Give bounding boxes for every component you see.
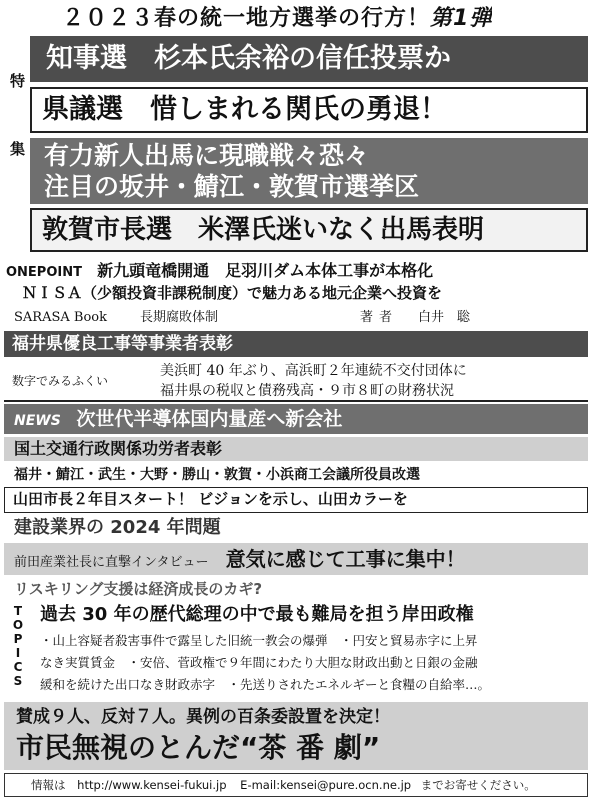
numbers-line1: 美浜町 40 年ぶり、高浜町２年連続不交付団体に (160, 363, 467, 379)
tsuruga-mayor-banner[interactable] (30, 208, 588, 252)
footer-info (4, 773, 588, 797)
numbers-line2: 福井県の税収と債務残高・９市８町の財務状況 (160, 383, 454, 399)
new-candidates-line2: 注目の坂井・鯖江・敦賀市選挙区 (44, 172, 420, 201)
special-issue: 第1弾 (430, 6, 493, 31)
special-headline[interactable] (62, 4, 492, 34)
topics-headline[interactable] (40, 602, 588, 628)
construction-2024-row[interactable] (14, 515, 588, 541)
yamada-mayor-text: 山田市長２年目スタート！ ビジョンを示し、山田カラーを (13, 490, 408, 508)
onepoint-row[interactable] (6, 260, 588, 282)
topics-line2: なき実質賃金 ・安倍、菅政権で９年間にわたり大胆な財政出動と日銀の金融 (40, 655, 478, 670)
interview-lead: 前田産業社長に直撃インタビュー (14, 555, 209, 570)
footer-info-label: 情報は (31, 778, 66, 792)
construction-2024-text: 建設業界の 2024 年問題 (14, 517, 221, 538)
news-tag: NEWS (14, 413, 61, 429)
award-mlit-banner[interactable] (4, 437, 588, 461)
chambers-row[interactable] (14, 464, 588, 486)
nisa-row[interactable] (22, 283, 588, 303)
footer-email[interactable]: E-mail:kensei@pure.ocn.ne.jp (240, 778, 412, 792)
special-feature-side-label (4, 8, 32, 258)
numbers-section[interactable] (4, 358, 588, 402)
topics-side-label: TOPICS (11, 604, 25, 688)
footer-url[interactable]: http://www.kensei-fukui.jp (77, 778, 227, 792)
new-candidates-line1: 有力新人出馬に現職戦々恐々 (44, 141, 370, 170)
pref-assembly-banner[interactable] (30, 87, 588, 133)
council-line1: 賛成９人、反対７人。異例の百条委設置を決定！ (16, 707, 390, 727)
topics-headline-text: 過去 30 年の歴代総理の中で最も難局を担う岸田政権 (40, 604, 474, 625)
sarasa-title: 長期腐敗体制 (140, 310, 219, 325)
interview-title: 意気に感じて工事に集中！ (225, 547, 466, 571)
new-candidates-banner[interactable] (30, 138, 588, 204)
reskilling-row[interactable] (14, 578, 588, 600)
governor-race-banner[interactable] (30, 36, 588, 82)
pref-assembly-text: 県議選 惜しまれる関氏の勇退！ (42, 94, 447, 125)
footer-closing: までお寄せください。 (420, 778, 536, 792)
topics-line1: ・山上容疑者殺害事件で露呈した旧統一教会の爆弾 ・円安と貿易赤字に上昇 (40, 633, 478, 648)
nisa-text: ＮＩＳＡ（少額投資非課税制度）で魅力ある地元企業へ投資を (22, 284, 443, 302)
yamada-mayor-banner[interactable] (4, 487, 588, 513)
topics-line3: 緩和を続けた出口なき財政赤字 ・先送りされたエネルギーと食糧の自給率…。 (40, 677, 491, 692)
side-label-toku: 特 (10, 72, 26, 90)
sarasa-tag: SARASA Book (14, 310, 107, 325)
sarasa-author: 白井 聡 (418, 310, 471, 325)
side-label-shu: 集 (10, 140, 26, 158)
tsuruga-mayor-text: 敦賀市長選 米澤氏迷いなく出馬表明 (42, 215, 485, 245)
news-text: 次世代半導体国内量産へ新会社 (76, 408, 343, 430)
chambers-text: 福井・鯖江・武生・大野・勝山・敦賀・小浜商工会議所役員改選 (14, 467, 420, 483)
award-fukui-text: 福井県優良工事等事業者表彰 (12, 334, 233, 354)
news-banner[interactable] (4, 404, 588, 434)
sarasa-book-row[interactable] (6, 307, 588, 329)
reskilling-text: リスキリング支援は経済成長のカギ? (14, 580, 263, 598)
onepoint-line1: 新九頭竜橋開通 足羽川ダム本体工事が本格化 (97, 261, 434, 280)
council-block[interactable] (4, 702, 588, 770)
award-fukui-banner[interactable] (4, 331, 588, 357)
council-line2: 市民無視のとんだ“茶 番 劇” (16, 731, 381, 764)
numbers-tag: 数字でみるふくい (12, 374, 109, 388)
sarasa-author-label: 著者 (360, 310, 399, 325)
interview-banner[interactable] (4, 543, 588, 575)
governor-race-text: 知事選 杉本氏余裕の信任投票か (46, 43, 451, 74)
award-mlit-text: 国土交通行政関係功労者表彰 (14, 439, 223, 458)
special-headline-text: ２０２３春の統一地方選挙の行方！ (62, 6, 431, 31)
onepoint-tag: ONEPOINT (6, 265, 82, 280)
